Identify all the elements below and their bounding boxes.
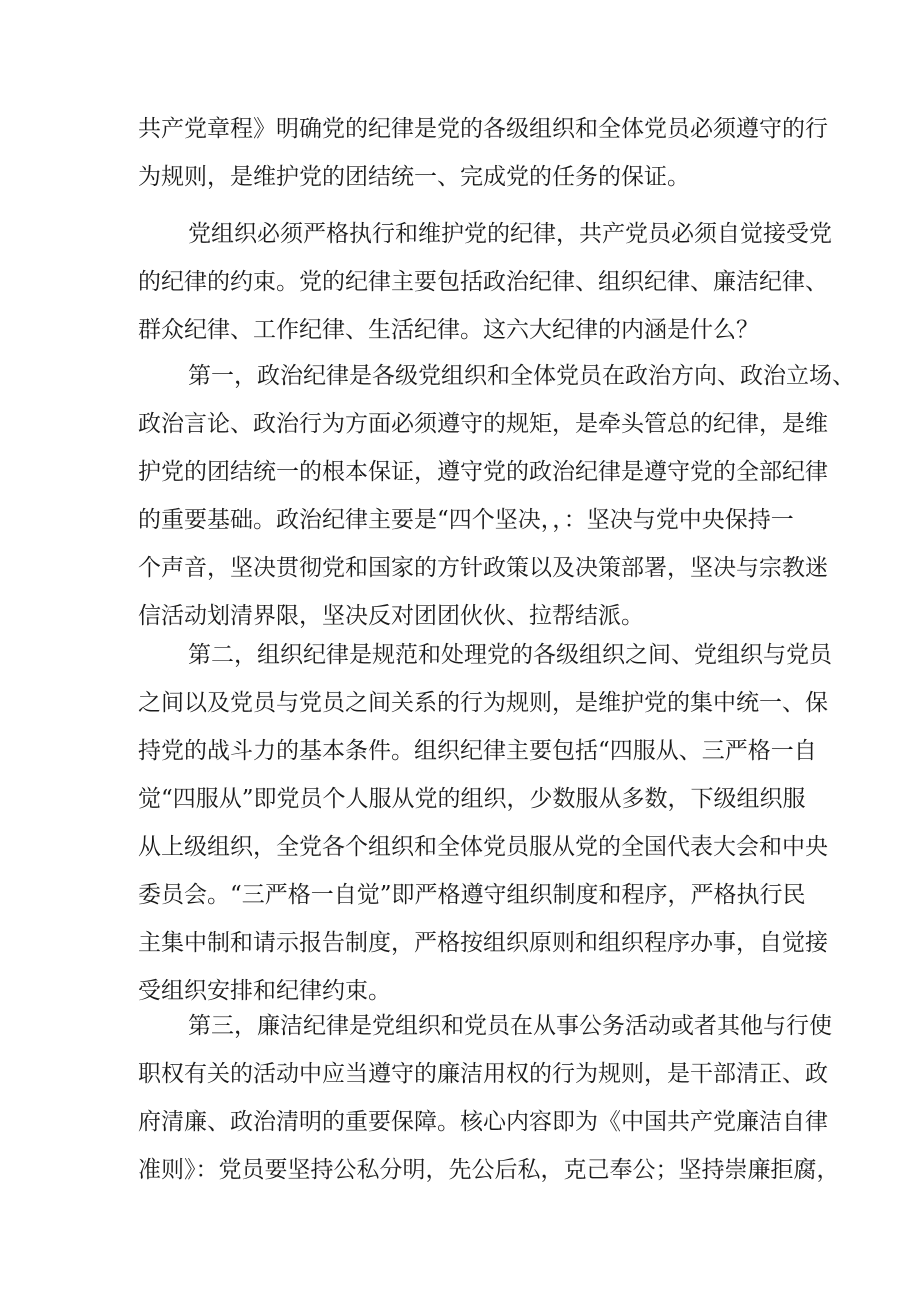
paragraph-3-line-3: 护党的团结统一的根本保证，遵守党的政治纪律是遵守党的全部纪律 — [138, 459, 828, 485]
paragraph-4-line-2: 之间以及党员与党员之间关系的行为规则，是维护党的集中统一、保 — [138, 690, 828, 716]
paragraph-3-line-4: 的重要基础。政治纪律主要是“四个坚决，，：坚决与党中央保持一 — [138, 507, 794, 533]
paragraph-1 — [138, 105, 828, 201]
paragraph-4 — [138, 631, 832, 1015]
paragraph-3-line-2: 政治言论、政治行为方面必须遵守的规矩，是牵头管总的纪律，是维 — [138, 411, 828, 437]
paragraph-2-line-2: 的纪律的约束。党的纪律主要包括政治纪律、组织纪律、廉洁纪律、 — [138, 269, 828, 295]
paragraph-3 — [138, 352, 855, 640]
paragraph-4-line-4: 觉“四服从”即党员个人服从党的组织，少数服从多数，下级组织服 — [138, 786, 806, 812]
paragraph-5-line-4: 准则》：党员要坚持公私分明，先公后私，克己奉公；坚持崇廉拒腐， — [138, 1157, 840, 1183]
paragraph-4-line-3: 持党的战斗力的基本条件。组织纪律主要包括“四服从、三严格一自 — [138, 738, 817, 764]
paragraph-4-line-7: 主集中制和请示报告制度，严格按组织原则和组织程序办事，自觉接 — [138, 930, 828, 956]
paragraph-2-line-1: 党组织必须严格执行和维护党的纪律，共产党员必须自觉接受党 — [188, 221, 832, 247]
paragraph-5 — [138, 1002, 840, 1194]
paragraph-1-line-1: 共产党章程》明确党的纪律是党的各级组织和全体党员必须遵守的行 — [138, 116, 828, 142]
paragraph-3-line-5: 个声音，坚决贯彻党和国家的方针政策以及决策部署，坚决与宗教迷 — [138, 555, 828, 581]
paragraph-2 — [138, 210, 832, 354]
paragraph-4-line-1: 第二，组织纪律是规范和处理党的各级组织之间、党组织与党员 — [188, 642, 832, 668]
paragraph-5-line-1: 第三，廉洁纪律是党组织和党员在从事公务活动或者其他与行使 — [188, 1013, 832, 1039]
paragraph-4-line-8: 受组织安排和纪律约束。 — [138, 978, 391, 1004]
paragraph-3-line-6: 信活动划清界限，坚决反对团团伙伙、拉帮结派。 — [138, 603, 644, 629]
paragraph-5-line-3: 府清廉、政治清明的重要保障。核心内容即为《中国共产党廉洁自律 — [138, 1109, 828, 1135]
paragraph-4-line-5: 从上级组织，全党各个组织和全体党员服从党的全国代表大会和中央 — [138, 834, 828, 860]
paragraph-3-line-1: 第一，政治纪律是各级党组织和全体党员在政治方向、政治立场、 — [188, 363, 855, 389]
paragraph-5-line-2: 职权有关的活动中应当遵守的廉洁用权的行为规则，是干部清正、政 — [138, 1061, 828, 1087]
paragraph-2-line-3: 群众纪律、工作纪律、生活纪律。这六大纪律的内涵是什么？ — [138, 317, 759, 343]
paragraph-1-line-2: 为规则，是维护党的团结统一、完成党的任务的保证。 — [138, 164, 690, 190]
paragraph-4-line-6: 委员会。“三严格一自觉”即严格遵守组织制度和程序，严格执行民 — [138, 882, 806, 908]
